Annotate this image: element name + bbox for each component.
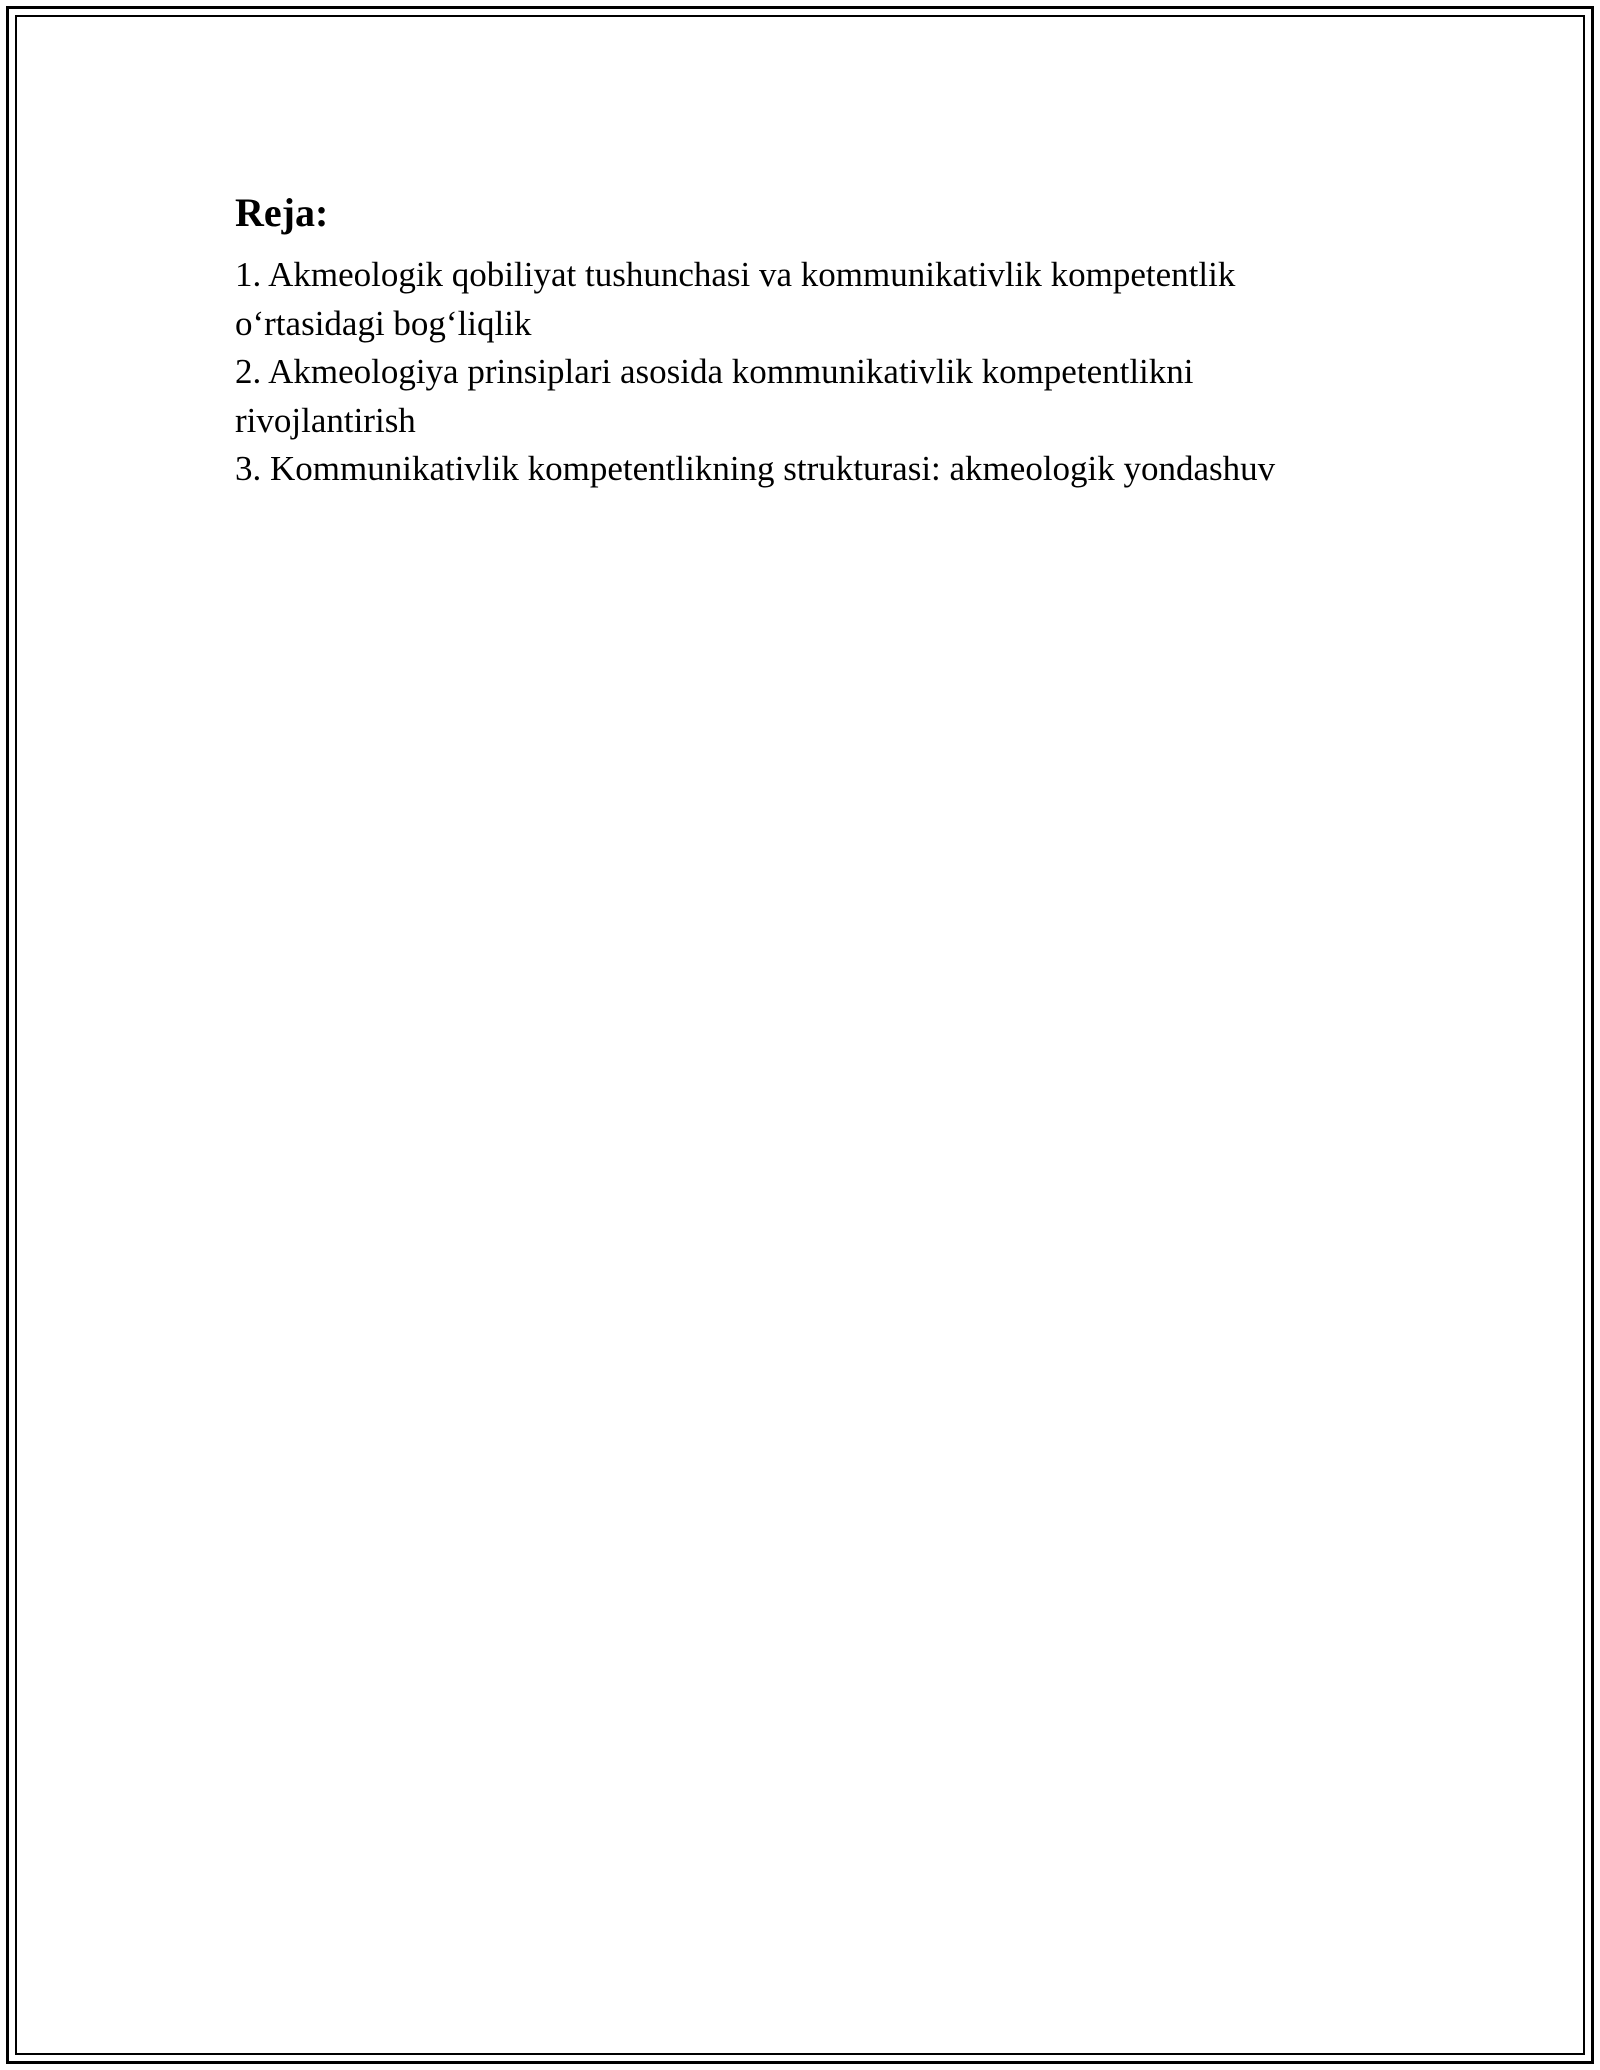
plan-item-2: 2. Akmeologiya prinsiplari asosida kommunikativlik kompetentlikni rivojlantirish (235, 352, 1194, 440)
plan-title: Reja: (235, 190, 329, 235)
plan-list (235, 251, 1365, 494)
plan-item-3: 3. Kommunikativlik kompetentlikning strukturasi: akmeologik yondashuv (235, 449, 1276, 488)
document-body (235, 183, 1365, 494)
plan-item-1: 1. Akmeologik qobiliyat tushunchasi va kommunikativlik kompetentlik o‘rtasidagi bog‘liqlik (235, 255, 1236, 343)
